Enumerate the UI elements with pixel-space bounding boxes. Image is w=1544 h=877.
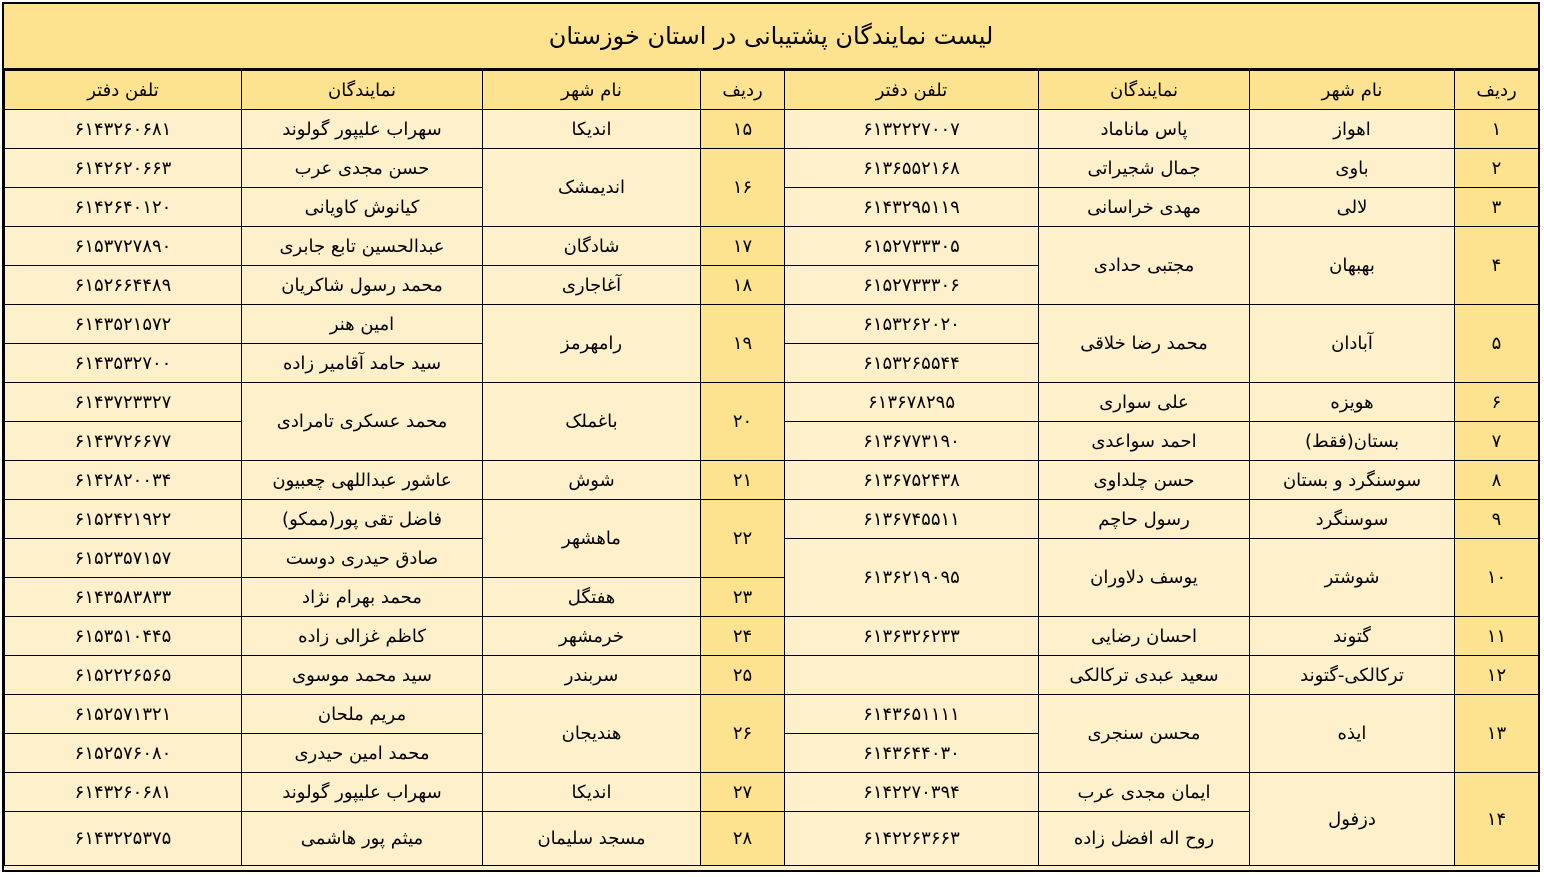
representative-cell: ایمان مجدی عرب — [1039, 773, 1250, 812]
representative-cell: روح اله افضل زاده — [1039, 812, 1250, 866]
representative-cell: سعید عبدی ترکالکی — [1039, 656, 1250, 695]
representative-cell: کیانوش کاویانی — [242, 188, 483, 227]
representative-cell: سهراب علیپور گولوند — [242, 110, 483, 149]
city-cell: مسجد سلیمان — [483, 812, 701, 866]
phone-cell: ۶۱۴۳۲۲۵۳۷۵ — [5, 812, 242, 866]
city-cell: آغاجاری — [483, 266, 701, 305]
city-cell: ایذه — [1250, 695, 1455, 773]
row-index: ۴ — [1455, 227, 1539, 305]
phone-cell: ۶۱۳۶۲۱۹۰۹۵ — [785, 539, 1039, 617]
phone-cell: ۶۱۵۲۵۷۱۳۲۱ — [5, 695, 242, 734]
representative-cell: حسن مجدی عرب — [242, 149, 483, 188]
representative-cell: محمد امین حیدری — [242, 734, 483, 773]
row-index: ۱۰ — [1455, 539, 1539, 617]
phone-cell: ۶۱۳۶۷۴۵۵۱۱ — [785, 500, 1039, 539]
representative-cell: حسن چلداوی — [1039, 461, 1250, 500]
representative-cell: پاس ماناماد — [1039, 110, 1250, 149]
phone-cell: ۶۱۴۲۲۷۰۳۹۴ — [785, 773, 1039, 812]
spreadsheet — [2, 2, 1540, 872]
representative-cell: علی سواری — [1039, 383, 1250, 422]
city-cell: شوشتر — [1250, 539, 1455, 617]
row-index: ۲۱ — [701, 461, 785, 500]
row-index: ۱۳ — [1455, 695, 1539, 773]
representative-cell: سهراب علیپور گولوند — [242, 773, 483, 812]
row-index: ۲۸ — [701, 812, 785, 866]
header-phone: تلفن دفتر — [785, 71, 1039, 110]
table-row — [5, 149, 1539, 188]
table-row — [5, 617, 1539, 656]
city-cell: هویزه — [1250, 383, 1455, 422]
representative-cell: مریم ملحان — [242, 695, 483, 734]
phone-cell: ۶۱۴۲۸۲۰۰۳۴ — [5, 461, 242, 500]
row-index: ۲۰ — [701, 383, 785, 461]
city-cell: هندیجان — [483, 695, 701, 773]
representative-cell: احمد سواعدی — [1039, 422, 1250, 461]
row-index: ۱۷ — [701, 227, 785, 266]
representative-cell: جمال شجیراتی — [1039, 149, 1250, 188]
phone-cell: ۶۱۵۲۲۲۶۵۶۵ — [5, 656, 242, 695]
row-index: ۲۴ — [701, 617, 785, 656]
header-row — [5, 71, 1539, 110]
phone-cell: ۶۱۴۳۲۹۵۱۱۹ — [785, 188, 1039, 227]
representative-cell: محمد بهرام نژاد — [242, 578, 483, 617]
city-cell: اندیکا — [483, 773, 701, 812]
table-row — [5, 383, 1539, 422]
phone-cell: ۶۱۳۲۲۲۷۰۰۷ — [785, 110, 1039, 149]
table-row — [5, 305, 1539, 344]
row-index: ۱۹ — [701, 305, 785, 383]
phone-cell: ۶۱۴۳۶۴۴۰۳۰ — [785, 734, 1039, 773]
city-cell: هفتگل — [483, 578, 701, 617]
table-row — [5, 695, 1539, 734]
representative-cell: کاظم غزالی زاده — [242, 617, 483, 656]
representative-cell: مجتبی حدادی — [1039, 227, 1250, 305]
phone-cell: ۶۱۴۳۲۶۰۶۸۱ — [5, 110, 242, 149]
phone-cell: ۶۱۵۲۶۶۴۴۸۹ — [5, 266, 242, 305]
header-city: نام شهر — [483, 71, 701, 110]
representative-cell: محمد رسول شاکریان — [242, 266, 483, 305]
city-cell: ماهشهر — [483, 500, 701, 578]
table-row — [5, 773, 1539, 812]
row-index: ۵ — [1455, 305, 1539, 383]
phone-cell: ۶۱۴۳۲۶۰۶۸۱ — [5, 773, 242, 812]
representative-cell: عبدالحسین تابع جابری — [242, 227, 483, 266]
city-cell: دزفول — [1250, 773, 1455, 866]
representative-cell: محمد عسکری تامرادی — [242, 383, 483, 461]
representative-cell: سید حامد آقامیر زاده — [242, 344, 483, 383]
phone-cell: ۶۱۴۳۵۳۲۷۰۰ — [5, 344, 242, 383]
city-cell: لالی — [1250, 188, 1455, 227]
row-index: ۲۷ — [701, 773, 785, 812]
table-row — [5, 227, 1539, 266]
phone-cell: ۶۱۵۳۷۲۷۸۹۰ — [5, 227, 242, 266]
phone-cell: ۶۱۵۲۴۲۱۹۲۲ — [5, 500, 242, 539]
row-index: ۳ — [1455, 188, 1539, 227]
row-index: ۱۴ — [1455, 773, 1539, 866]
row-index: ۸ — [1455, 461, 1539, 500]
phone-cell: ۶۱۵۳۲۶۲۰۲۰ — [785, 305, 1039, 344]
representative-cell: احسان رضایی — [1039, 617, 1250, 656]
phone-cell: ۶۱۵۲۷۳۳۳۰۵ — [785, 227, 1039, 266]
phone-cell: ۶۱۳۶۷۵۲۴۳۸ — [785, 461, 1039, 500]
city-cell: اندیمشک — [483, 149, 701, 227]
table-row — [5, 461, 1539, 500]
header-index: ردیف — [1455, 71, 1539, 110]
row-index: ۲ — [1455, 149, 1539, 188]
representative-cell: محمد رضا خلاقی — [1039, 305, 1250, 383]
city-cell: اندیکا — [483, 110, 701, 149]
row-index: ۱۲ — [1455, 656, 1539, 695]
header-representatives: نمایندگان — [1039, 71, 1250, 110]
header-phone: تلفن دفتر — [5, 71, 242, 110]
representatives-table — [4, 70, 1539, 866]
representative-cell: امین هنر — [242, 305, 483, 344]
phone-cell — [785, 656, 1039, 695]
row-index: ۱ — [1455, 110, 1539, 149]
city-cell: اهواز — [1250, 110, 1455, 149]
city-cell: باوی — [1250, 149, 1455, 188]
phone-cell: ۶۱۴۳۷۲۳۳۲۷ — [5, 383, 242, 422]
representative-cell: مهدی خراسانی — [1039, 188, 1250, 227]
phone-cell: ۶۱۴۳۶۵۱۱۱۱ — [785, 695, 1039, 734]
city-cell: شوش — [483, 461, 701, 500]
phone-cell: ۶۱۵۲۷۳۳۳۰۶ — [785, 266, 1039, 305]
row-index: ۲۵ — [701, 656, 785, 695]
phone-cell: ۶۱۳۶۵۵۲۱۶۸ — [785, 149, 1039, 188]
representative-cell: محسن سنجری — [1039, 695, 1250, 773]
city-cell: شادگان — [483, 227, 701, 266]
phone-cell: ۶۱۳۶۷۸۲۹۵ — [785, 383, 1039, 422]
phone-cell: ۶۱۴۳۷۲۶۶۷۷ — [5, 422, 242, 461]
phone-cell: ۶۱۳۶۳۲۶۲۳۳ — [785, 617, 1039, 656]
phone-cell: ۶۱۵۳۲۶۵۵۴۴ — [785, 344, 1039, 383]
table-row — [5, 656, 1539, 695]
city-cell: آبادان — [1250, 305, 1455, 383]
phone-cell: ۶۱۴۳۵۸۳۸۳۳ — [5, 578, 242, 617]
row-index: ۶ — [1455, 383, 1539, 422]
header-index: ردیف — [701, 71, 785, 110]
city-cell: بستان(فقط) — [1250, 422, 1455, 461]
row-index: ۲۲ — [701, 500, 785, 578]
city-cell: سوسنگرد و بستان — [1250, 461, 1455, 500]
representative-cell: یوسف دلاوران — [1039, 539, 1250, 617]
phone-cell: ۶۱۴۲۶۴۰۱۲۰ — [5, 188, 242, 227]
representative-cell: فاضل تقی پور(ممکو) — [242, 500, 483, 539]
phone-cell: ۶۱۴۲۶۲۰۶۶۳ — [5, 149, 242, 188]
phone-cell: ۶۱۴۳۵۲۱۵۷۲ — [5, 305, 242, 344]
row-index: ۲۳ — [701, 578, 785, 617]
representative-cell: عاشور عبداللهی چعبیون — [242, 461, 483, 500]
row-index: ۹ — [1455, 500, 1539, 539]
header-city: نام شهر — [1250, 71, 1455, 110]
representative-cell: رسول حاچم — [1039, 500, 1250, 539]
city-cell: باغملک — [483, 383, 701, 461]
phone-cell: ۶۱۳۶۷۷۳۱۹۰ — [785, 422, 1039, 461]
representative-cell: میثم پور هاشمی — [242, 812, 483, 866]
city-cell: سوسنگرد — [1250, 500, 1455, 539]
row-index: ۱۱ — [1455, 617, 1539, 656]
row-index: ۱۶ — [701, 149, 785, 227]
city-cell: ترکالکی-گتوند — [1250, 656, 1455, 695]
city-cell: سربندر — [483, 656, 701, 695]
representative-cell: صادق حیدری دوست — [242, 539, 483, 578]
table-row — [5, 500, 1539, 539]
phone-cell: ۶۱۵۳۵۱۰۴۴۵ — [5, 617, 242, 656]
city-cell: بهبهان — [1250, 227, 1455, 305]
row-index: ۲۶ — [701, 695, 785, 773]
row-index: ۱۵ — [701, 110, 785, 149]
table-row — [5, 110, 1539, 149]
phone-cell: ۶۱۵۲۵۷۶۰۸۰ — [5, 734, 242, 773]
city-cell: رامهرمز — [483, 305, 701, 383]
phone-cell: ۶۱۴۲۲۶۳۶۶۳ — [785, 812, 1039, 866]
phone-cell: ۶۱۵۲۳۵۷۱۵۷ — [5, 539, 242, 578]
page-title: لیست نمایندگان پشتیبانی در استان خوزستان — [4, 4, 1538, 70]
city-cell: خرمشهر — [483, 617, 701, 656]
representative-cell: سید محمد موسوی — [242, 656, 483, 695]
row-index: ۱۸ — [701, 266, 785, 305]
city-cell: گتوند — [1250, 617, 1455, 656]
row-index: ۷ — [1455, 422, 1539, 461]
header-representatives: نمایندگان — [242, 71, 483, 110]
